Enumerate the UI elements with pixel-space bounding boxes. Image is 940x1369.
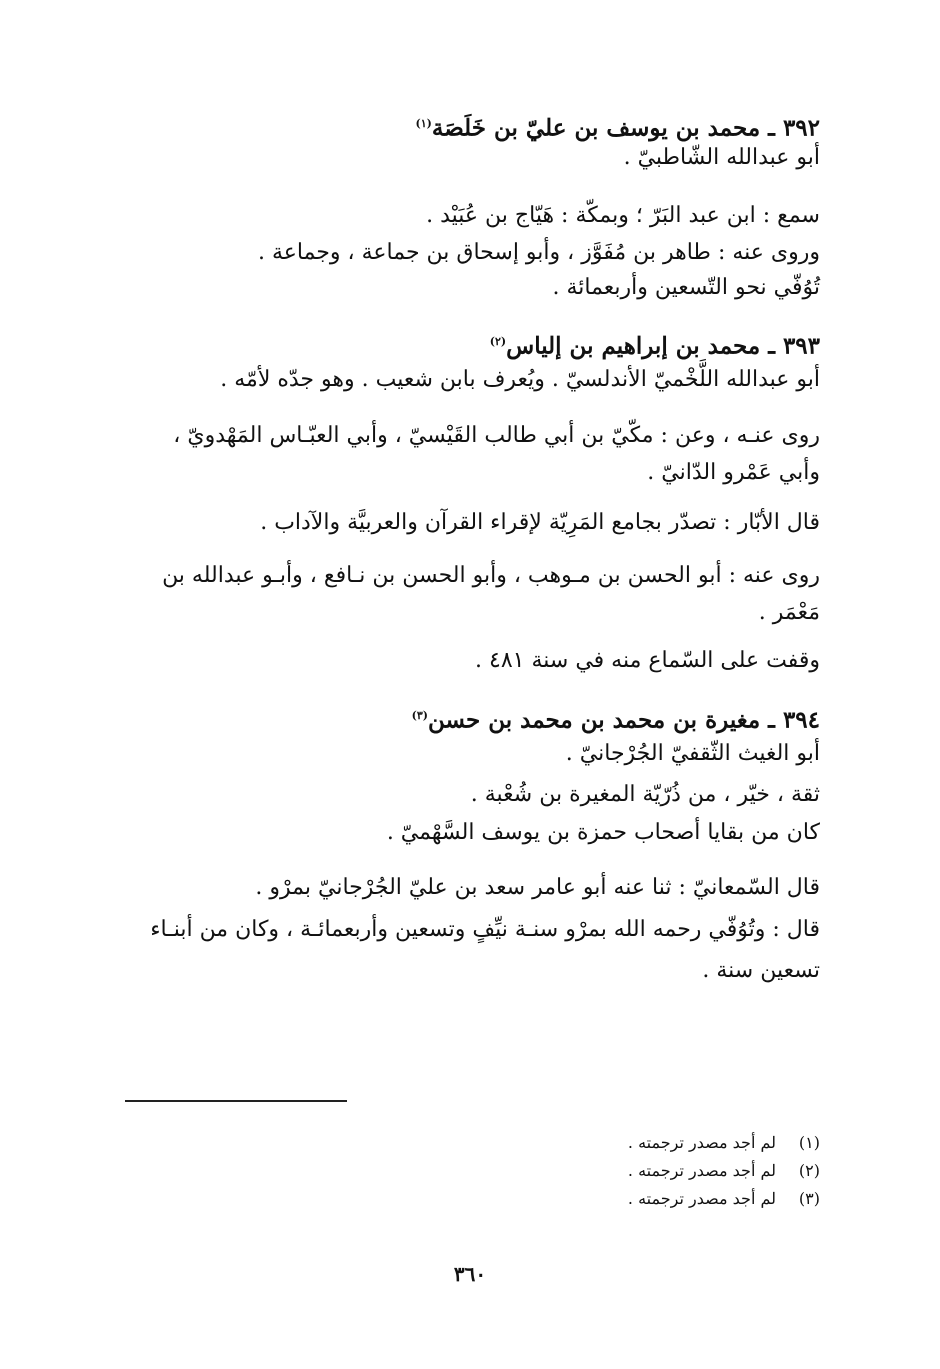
text-line: أبو عبدالله اللَّخْميّ الأندلسيّ . ويُعرف بابن شعيب . وهو جدّه لأمّه . <box>220 367 820 392</box>
text-line: ثقة ، خيّر ، من ذُرّيّة المغيرة بن شُعْبة . <box>470 782 820 807</box>
text-line: قال : وتُوُفّي رحمه الله بمرْو سنـة نيِّفٍ وتسعين وأربعمائـة ، وكان من أبنـاء <box>150 917 820 942</box>
footnote-divider <box>125 1100 347 1102</box>
text-line: سمع : ابن عبد البَرّ ؛ وبمكّة : هَيّاج بن عُبَيْد . <box>426 203 820 228</box>
text-line: أبو الغيث الثّقفيّ الجُرْجانيّ . <box>565 741 820 766</box>
text-line: روى عنـه ، وعن : مكّيّ بن أبي طالب القَيْسيّ ، وأبي العبّـاس المَهْدويّ ، <box>173 423 820 448</box>
text-line: أبو عبدالله الشّاطبيّ . <box>623 145 820 170</box>
footnote: (٢)لم أجد مصدر ترجمته . <box>627 1161 820 1180</box>
page-number: ٣٦٠ <box>453 1262 487 1286</box>
text-line: وروى عنه : طاهر بن مُفَوَّز ، وأبو إسحاق بن جماعة ، وجماعة . <box>257 240 820 265</box>
text-line: مَعْمَر . <box>758 600 820 625</box>
text-line: وأبي عَمْرو الدّانيّ . <box>647 460 820 485</box>
text-line: تُوُفّي نحو التّسعين وأربعمائة . <box>552 275 820 300</box>
footnote: (١)لم أجد مصدر ترجمته . <box>627 1133 820 1152</box>
text-line: قال السّمعانيّ : ثنا عنه أبو عامر سعد بن عليّ الجُرْجانيّ بمرْو . <box>255 875 820 900</box>
entry-heading: ٣٩٢ ـ محمد بن يوسف بن عليّ بن خَلَصَة$^{(١)}$ <box>415 114 820 142</box>
text-line: روى عنه : أبو الحسن بن مـوهب ، وأبو الحسن بن نـافع ، وأبـو عبدالله بن <box>162 563 820 588</box>
text-line: تسعين سنة . <box>702 958 820 983</box>
text-line: قال الأبّار : تصدّر بجامع المَرِيّة لإقراء القرآن والعربيَّة والآداب . <box>260 510 820 535</box>
footnote: (٣)لم أجد مصدر ترجمته . <box>627 1189 820 1208</box>
entry-heading: ٣٩٤ ـ مغيرة بن محمد بن محمد بن حسن$^{(٣)}$ <box>411 706 820 734</box>
text-line: وقفت على السّماع منه في سنة ٤٨١ . <box>475 648 820 673</box>
entry-heading: ٣٩٣ ـ محمد بن إبراهيم بن إلياس$^{(٢)}$ <box>489 332 820 360</box>
text-line: كان من بقايا أصحاب حمزة بن يوسف السَّهْميّ . <box>386 820 820 845</box>
